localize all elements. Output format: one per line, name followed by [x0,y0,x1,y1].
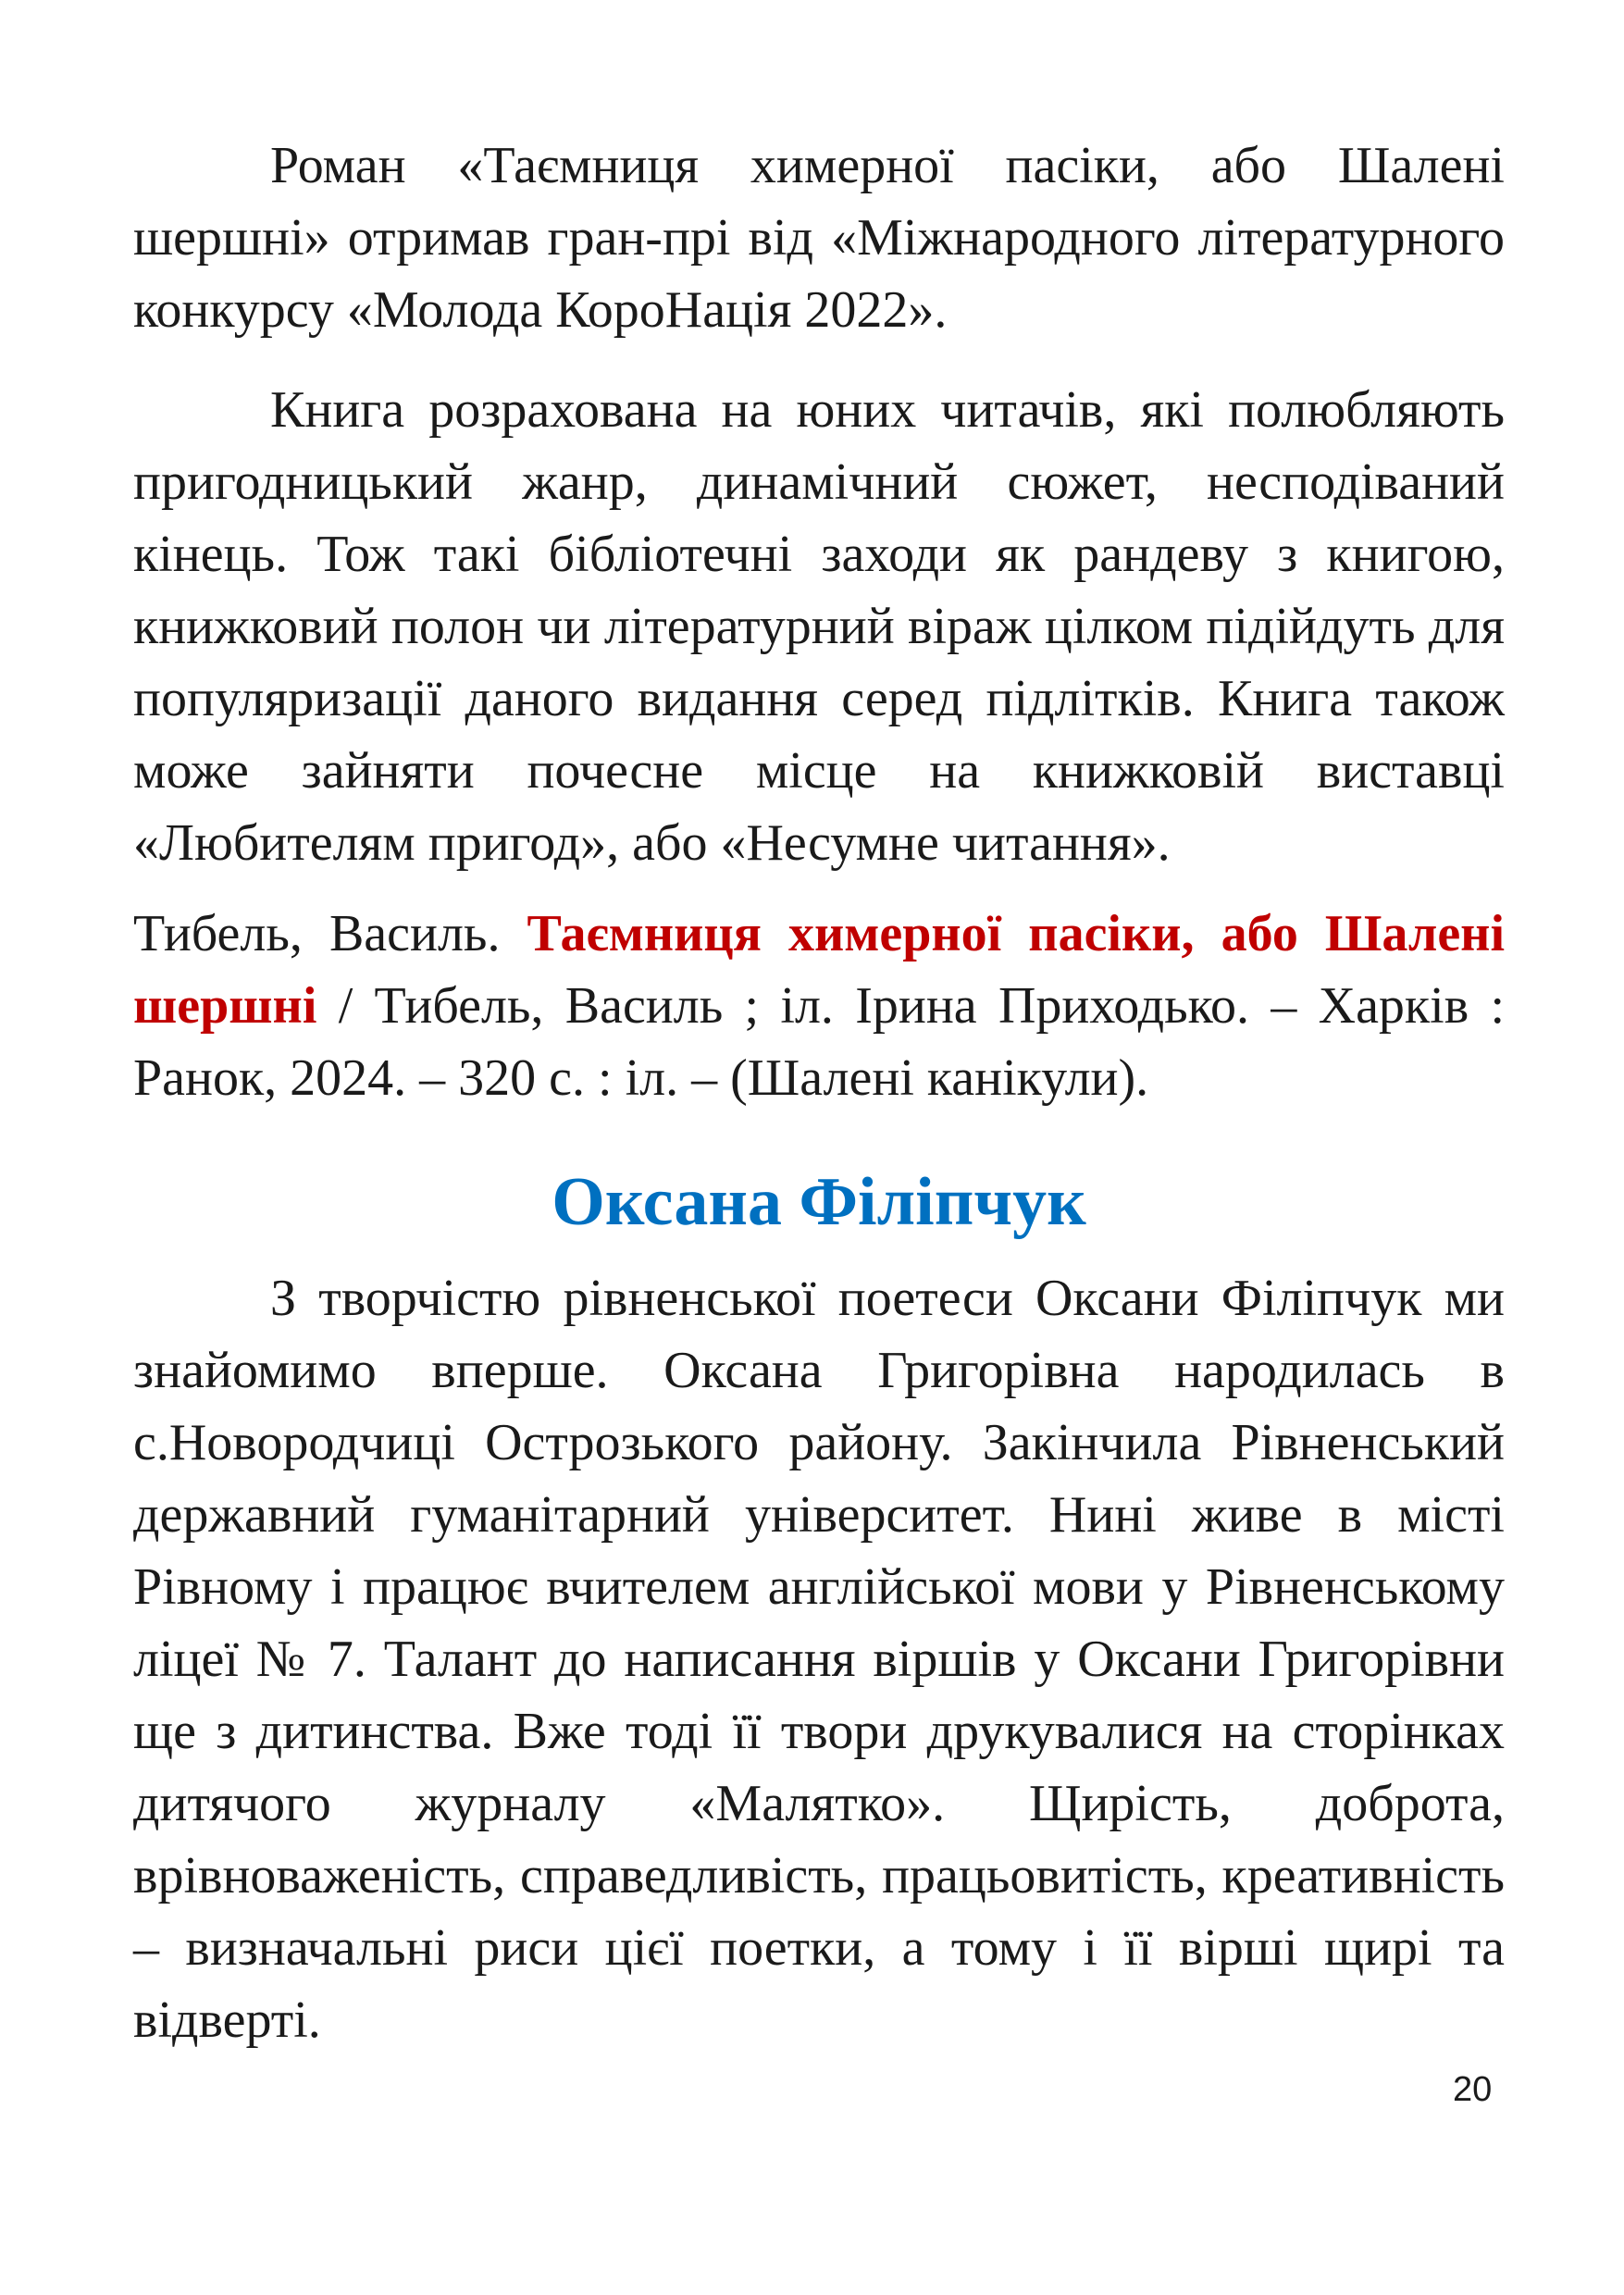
audience-paragraph: Книга розрахована на юних читачів, які полюбляють пригодницький жанр, динамічний сюжет, несподіваний кінець. Тож такі бібліотечні заходи як рандеву з книгою, книжковий полон чи літературний віраж цілком підійдуть для популяризації даного видання серед підлітків. Книга також може зайняти почесне місце на книжковій виставці «Любителям пригод», або «Несумне читання». [133,381,1505,872]
citation-title: Таємниця химерної пасіки, або Шалені шершні [133,905,1505,1035]
citation-details: / Тибель, Василь ; іл. Ірина Приходько. – Харків : Ранок, 2024. – 320 с. : іл. – (Шалені канікули). [133,977,1505,1107]
award-paragraph: Роман «Таємниця химерної пасіки, або Шалені шершні» отримав гран-прі від «Міжнародного літературного конкурсу «Молода КороНація 2022». [133,137,1505,339]
page-content [133,130,1505,2056]
author-bio-paragraph: З творчістю рівненської поетеси Оксани Філіпчук ми знайомимо вперше. Оксана Григорівна народилась в с.Новородчиці Острозького району. Закінчила Рівненський державний гуманітарний університет. Нині живе в місті Рівному і працює вчителем англійської мови у Рівненському ліцеї № 7. Талант до написання віршів у Оксани Григорівни ще з дитинства. Вже тоді її твори друкувалися на сторінках дитячого журналу «Малятко». Щирість, доброта, врівноваженість, справедливість, працьовитість, креативність – визначальні риси цієї поетки, а тому і її вірші щирі та відверті. [133,1270,1505,2049]
citation-author: Тибель, Василь. [133,905,527,962]
page-number: 20 [1453,2070,1493,2109]
author-heading: Оксана Філіпчук [552,1164,1086,1240]
book-citation [133,898,1505,1114]
